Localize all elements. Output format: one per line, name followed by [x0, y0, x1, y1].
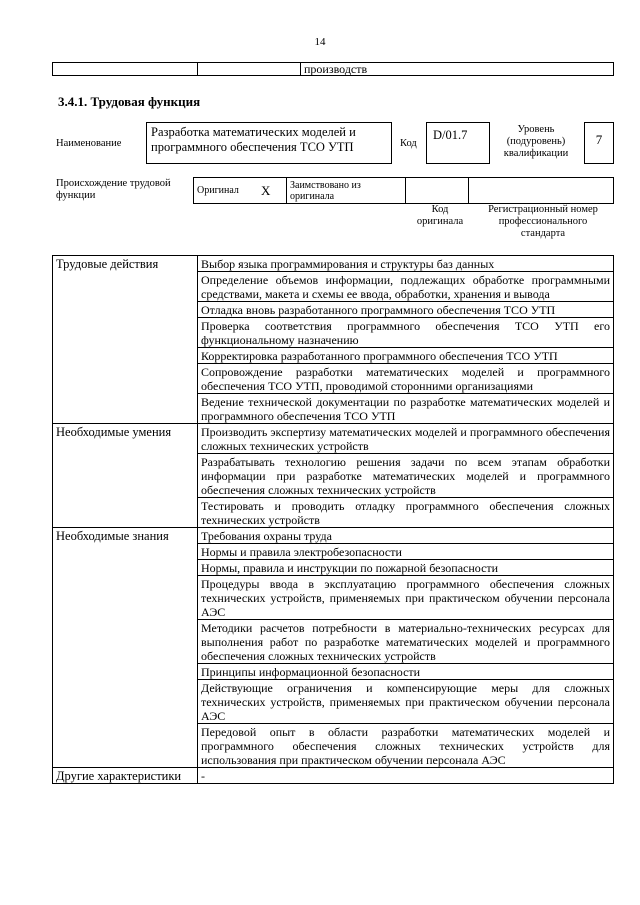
level-value: 7: [584, 122, 614, 164]
table-row: [53, 256, 614, 272]
table-cell: Сопровождение разработки математических моделей и программного обеспечения ТСО УТП, проводимой сторонними организациями: [198, 364, 614, 394]
origin-label: Происхождение трудовой функции: [56, 178, 171, 201]
table-cell: Выбор языка программирования и структуры баз данных: [198, 256, 614, 272]
original-label: Оригинал: [194, 178, 259, 204]
section-heading: Трудовые действия: [53, 256, 198, 424]
table-row: [53, 424, 614, 454]
table-cell: Производить экспертизу математических моделей и программного обеспечения сложных технических устройств: [198, 424, 614, 454]
section-heading: Необходимые знания: [53, 528, 198, 768]
table-cell: Методики расчетов потребности в материально-технических ресурсах для выполнения работ по разработке математических моделей и программного обеспечения сложных технических устройств: [198, 620, 614, 664]
origin-code-cell: [406, 178, 469, 204]
page-number: 14: [314, 36, 326, 48]
level-label: Уровень (подуровень) квалификации: [503, 124, 569, 159]
origin-code-caption: Код оригинала: [416, 204, 464, 227]
table-cell: Определение объемов информации, подлежащих обработке программными средствами, макета и схемы ее ввода, обработки, хранения и вывода: [198, 272, 614, 302]
section-heading: Другие характеристики: [53, 768, 198, 784]
table-cell: Тестировать и проводить отладку программного обеспечения сложных технических устройств: [198, 498, 614, 528]
table-cell: Отладка вновь разработанного программного обеспечения ТСО УТП: [198, 302, 614, 318]
function-table: [52, 255, 614, 784]
strip-cell-empty-2: [198, 63, 301, 76]
code-value: D/01.7: [426, 122, 490, 164]
origin-reg-cell: [469, 178, 614, 204]
table-cell: Принципы информационной безопасности: [198, 664, 614, 680]
top-strip-table: [52, 62, 614, 76]
origin-table: [193, 177, 614, 204]
code-label: Код: [400, 138, 417, 149]
strip-cell-empty-1: [53, 63, 198, 76]
table-cell: Разрабатывать технологию решения задачи по всем этапам обработки информации при разработке математических моделей и программного обеспечения сложных технических устройств: [198, 454, 614, 498]
table-cell: Передовой опыт в области разработки математических моделей и программного обеспечения сложных технических устройств для использования при практическом обучении персонала АЭС: [198, 724, 614, 768]
section-title: 3.4.1. Трудовая функция: [58, 94, 201, 109]
section-heading: Необходимые умения: [53, 424, 198, 528]
table-cell: Нормы и правила электробезопасности: [198, 544, 614, 560]
name-label: Наименование: [56, 138, 122, 149]
borrowed-label: Заимствовано из оригинала: [287, 178, 406, 204]
table-cell: Проверка соответствия программного обеспечения ТСО УТП его функциональному назначению: [198, 318, 614, 348]
table-cell: Ведение технической документации по разработке математических моделей и программного обеспечения ТСО УТП: [198, 394, 614, 424]
table-cell: -: [198, 768, 614, 784]
strip-cell-text: производств: [301, 63, 614, 76]
table-row: [53, 528, 614, 544]
table-cell: Корректировка разработанного программного обеспечения ТСО УТП: [198, 348, 614, 364]
table-row: [53, 768, 614, 784]
original-mark: X: [258, 178, 287, 204]
table-cell: Действующие ограничения и компенсирующие меры для сложных технических устройств, применяемых при практическом обучении персонала АЭС: [198, 680, 614, 724]
name-value: Разработка математических моделей и программного обеспечения ТСО УТП: [146, 122, 392, 164]
table-cell: Требования охраны труда: [198, 528, 614, 544]
table-cell: Процедуры ввода в эксплуатацию программного обеспечения сложных технических устройств, применяемых при практическом обучении персонала АЭС: [198, 576, 614, 620]
origin-reg-caption: Регистрационный номер профессионального стандарта: [488, 204, 598, 239]
table-cell: Нормы, правила и инструкции по пожарной безопасности: [198, 560, 614, 576]
